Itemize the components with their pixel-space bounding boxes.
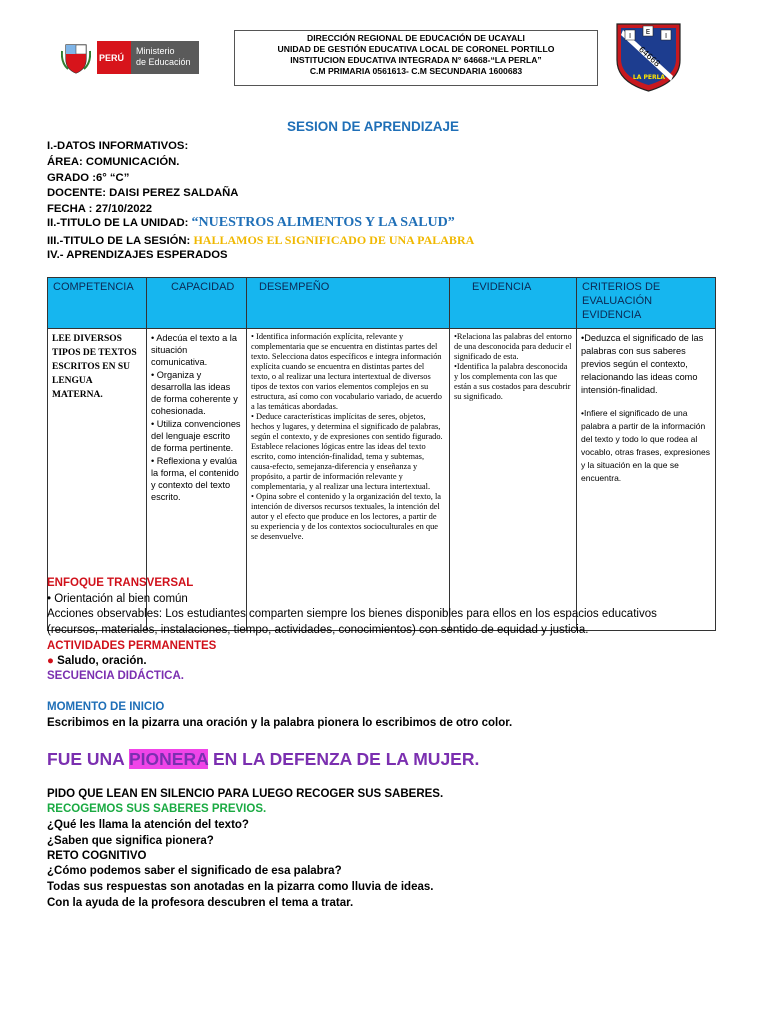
peru-brand-box [97,41,131,74]
acciones-line-1: Acciones observables: Los estudiantes comparten siempre los bienes disponibles para ellos en los espacios educativos [47,608,657,620]
closing-line-1: Todas sus respuestas son anotadas en la pizarra como lluvia de ideas. [47,881,434,893]
institution-line: INSTITUCION EDUCATIVA INTEGRADA N° 64668-“LA PERLA” [290,55,542,65]
highlighted-word: PIONERA [129,749,209,769]
enfoque-heading: ENFOQUE TRANSVERSAL [47,577,194,589]
list-item: • Utiliza convenciones del lenguaje escrito de forma pertinente. [151,419,241,453]
peru-shield-icon [61,41,91,75]
header-desempeno: DESEMPEÑO [247,278,450,329]
acciones-line-2: (recursos, materiales, instalaciones, tiempo, actividades, conocimientos) con sentido de equidad y justicia. [47,624,589,636]
list-item: •Infiere el significado de una palabra a partir de la información del texto y todo lo que rodea al vocablo, otras frases, expresiones y la situación en la que se encuentra. [581,408,710,483]
bullet-icon: ● [47,655,54,667]
session-title-label: III.-TITULO DE LA SESIÓN: [47,235,194,247]
section-datos: I.-DATOS INFORMATIVOS: [47,140,189,152]
question-2: ¿Saben que significa pionera? [47,835,214,847]
cell-competencia: LEE DIVERSOS TIPOS DE TEXTOS ESCRITOS EN SU LENGUA MATERNA. [48,329,147,631]
list-item: • Reflexiona y evalúa la forma, el contenido y contexto del texto escrito. [151,456,239,502]
secuencia-heading: SECUENCIA DIDÁCTICA. [47,670,184,682]
momento-heading: MOMENTO DE INICIO [47,701,165,713]
list-item: • Adecúa el texto a la situación comunicativa. [151,333,237,367]
school-shield-icon [613,21,684,93]
enfoque-item: • Orientación al bien común [47,593,188,605]
sentence-before: FUE UNA [47,749,129,769]
momento-text: Escribimos en la pizarra una oración y la palabra pionera lo escribimos de otro color. [47,717,513,729]
question-3: ¿Cómo podemos saber el significado de esa palabra? [47,865,342,877]
actividades-item [47,654,147,669]
cell-criterios [577,329,716,631]
section-aprendizajes: IV.- APRENDIZAJES ESPERADOS [47,249,228,261]
list-item: •Identifica la palabra desconocida y los complementa con las que están a sus costados para descubrir su significado. [454,362,571,401]
unit-title-line [47,216,455,230]
list-item: • Opina sobre el contenido y la organización del texto, la intención de diversos recursos textuales, la intención del autor y el efecto que produce en los lectores, a partir de su experiencia y de los contextos socioculturales en que se desenvuelve. [251,492,441,541]
highlight-sentence [47,749,479,770]
shield-letter: E [645,28,651,36]
institution-line: UNIDAD DE GESTIÓN EDUCATIVA LOCAL DE CORONEL PORTILLO [277,44,555,54]
table-header-row [48,278,716,329]
header-criterios: CRITERIOS DE EVALUACIÓN EVIDENCIA [577,278,716,329]
list-item: •Deduzca el significado de las palabras con sus saberes previos según el contexto, relacionando las ideas como intensión-finalidad. [581,333,704,395]
shield-letter: I [664,32,668,40]
sentence-after: EN LA DEFENZA DE LA MUJER. [208,749,480,769]
shield-number: 64668 [636,44,662,69]
closing-line-2: Con la ayuda de la profesora descubren el tema a tratar. [47,897,354,909]
cell-evidencia [450,329,577,631]
list-item: • Deduce características implícitas de seres, objetos, hechos y lugares, y determina el significado de palabras, según el contexto, y de expresiones con sentido figurado. Establece relaciones lógicas entre las ideas del texto escrito, como intención-finalidad, tema y subtemas, causa-efecto, semejanza-diferencia y enseñanza y propósito, a partir de información relevante y complementaria, y al realizar una lectura intertextual. [251,412,443,491]
ministry-logo [57,27,213,85]
fecha-line: FECHA : 27/10/2022 [47,203,153,215]
cell-desempeno [247,329,450,631]
shield-label: LA PERLA [632,74,666,81]
grado-line: GRADO :6° “C” [47,172,130,184]
saberes-heading: RECOGEMOS SUS SABERES PREVIOS. [47,803,267,815]
header-evidencia: EVIDENCIA [450,278,577,329]
unit-title-label: II.-TITULO DE LA UNIDAD: [47,217,192,229]
docente-line: DOCENTE: DAISI PEREZ SALDAÑA [47,187,239,199]
list-item: •Relaciona las palabras del entorno de una desconocida para deducir el significado de esta. [454,332,572,361]
session-title-value: HALLAMOS EL SIGNIFICADO DE UNA PALABRA [193,233,475,247]
list-item: • Identifica información explícita, relevante y complementaria que se encuentra en distintas partes del texto. Selecciona datos específicos e integra información explícita cuando se encuentra en distintas partes del texto, o al realizar una lectura intertextual de diversos tipos de textos con varios elementos complejos en su estructura, así como con vocabulario variado, de acuerdo a las temáticas abordadas. [251,332,442,411]
session-title-line [47,233,474,248]
unit-title-value: “NUESTROS ALIMENTOS Y LA SALUD” [191,215,455,230]
header-competencia: COMPETENCIA [48,278,147,329]
question-1: ¿Qué les llama la atención del texto? [47,819,249,831]
institution-line: C.M PRIMARIA 0561613- C.M SECUNDARIA 1600683 [309,66,523,76]
list-item: • Organiza y desarrolla las ideas de forma coherente y cohesionada. [151,370,238,416]
ministry-box [131,41,199,74]
actividades-heading: ACTIVIDADES PERMANENTES [47,640,217,652]
header-capacidad: CAPACIDAD [147,278,247,329]
page-title: SESION DE APRENDIZAJE [287,119,460,134]
area-line: ÁREA: COMUNICACIÓN. [47,156,180,168]
reto-heading: RETO COGNITIVO [47,850,147,862]
institution-line: DIRECCIÓN REGIONAL DE EDUCACIÓN DE UCAYALI [307,33,525,43]
ministry-text: Ministerio de Educación [136,46,191,67]
peru-brand-text: PERÚ [99,53,125,63]
actividades-text: Saludo, oración. [53,655,147,667]
instruction-line: PIDO QUE LEAN EN SILENCIO PARA LUEGO RECOGER SUS SABERES. [47,788,444,800]
institution-header [234,30,598,86]
shield-letter: I [628,32,632,40]
